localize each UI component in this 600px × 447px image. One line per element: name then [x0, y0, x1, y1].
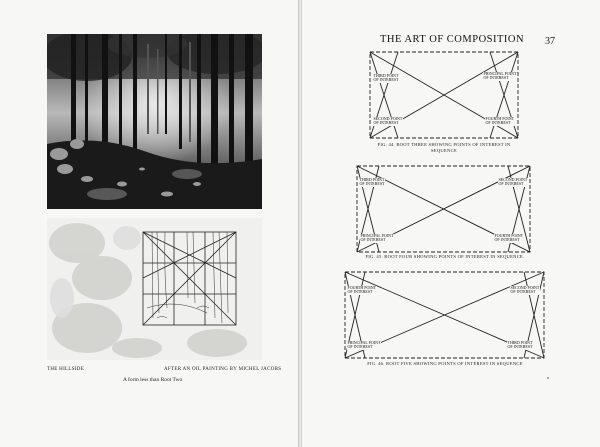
fig-46-label-bl: PRINCIPAL POINT OF INTEREST	[347, 340, 381, 350]
page-speck	[547, 377, 549, 379]
sketch-image	[47, 218, 262, 360]
plate-title: THE HILLSIDE	[47, 367, 85, 372]
fig-44-label-br: FOURTH POINT OF INTEREST	[485, 116, 515, 126]
fig-46-caption: FIG. 46. ROOT FIVE SHOWING POINTS OF INTEREST IN SEQUENCE	[367, 361, 523, 366]
fig-45-label-tl: THIRD POINT OF INTEREST	[359, 177, 385, 187]
fig-46-label-tl: FOURTH POINT OF INTEREST	[347, 285, 377, 295]
fig-46-label-tr: SECOND POINT OF INTEREST	[510, 285, 540, 295]
hillside-painting-photo	[47, 34, 262, 209]
plate-credit: AFTER AN OIL PAINTING BY MICHEL JACOBS	[164, 367, 282, 372]
fig-44-label-bl: SECOND POINT OF INTEREST	[373, 116, 403, 126]
plate-subcaption: A form less than Root Two	[123, 377, 183, 383]
fig-44-caption: FIG. 44. ROOT THREE SHOWING POINTS OF INTEREST IN SEQUENCE	[377, 142, 511, 153]
fig-44-label-tr: PRINCIPAL POINT OF INTEREST	[483, 71, 517, 81]
fig-45-label-tr: SECOND POINT OF INTEREST	[498, 177, 528, 187]
fig-45-label-br: FOURTH POINT OF INTEREST	[494, 233, 524, 243]
fig-45-label-bl: PRINCIPAL POINT OF INTEREST	[360, 233, 394, 243]
fig-44-label-tl: THIRD POINT OF INTEREST	[373, 73, 399, 83]
composition-sketch	[47, 218, 262, 360]
running-head: THE ART OF COMPOSITION	[380, 34, 525, 45]
fig-45-caption: FIG. 45. ROOT FOUR SHOWING POINTS OF INTEREST IN SEQUENCE.	[365, 254, 525, 259]
page-number: 37	[545, 36, 555, 47]
forest-image	[47, 34, 262, 209]
fig-46-label-br: THIRD POINT OF INTEREST	[507, 340, 533, 350]
left-page	[0, 0, 298, 447]
